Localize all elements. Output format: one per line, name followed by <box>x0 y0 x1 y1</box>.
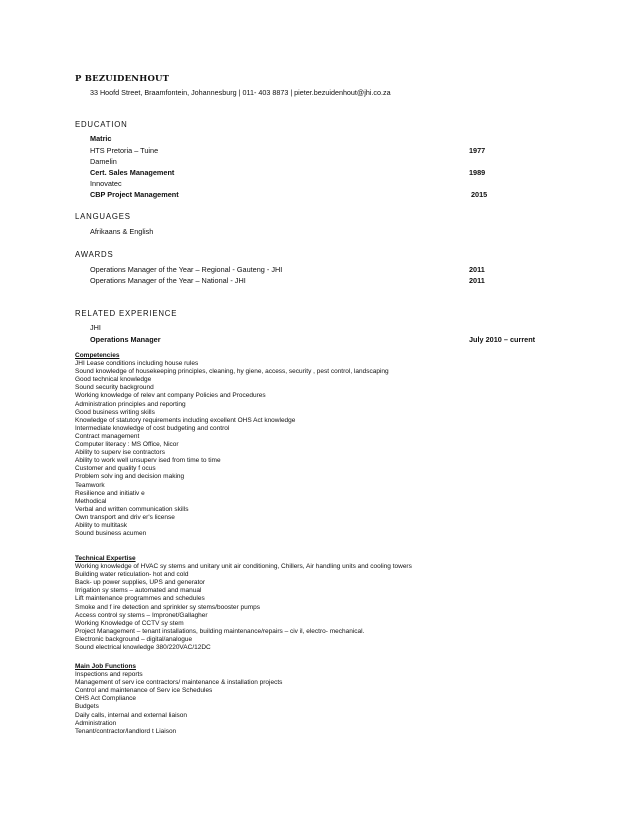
education-year: 1989 <box>469 168 486 177</box>
list-item: Intermediate knowledge of cost budgeting and control <box>75 424 230 432</box>
list-item: Control and maintenance of Serv ice Schedules <box>75 687 213 695</box>
experience-company: JHI <box>90 323 101 332</box>
list-item: Tenant/contractor/landlord t Liaison <box>75 727 177 735</box>
list-item: Teamwork <box>75 481 105 489</box>
languages-value: Afrikaans & English <box>90 227 154 236</box>
education-row: Cert. Sales Management <box>90 168 175 177</box>
list-item: Administration <box>75 719 117 727</box>
list-item: Good business writing skills <box>75 408 155 416</box>
list-item: Access control sy stems – Impronet/Gallagher <box>75 611 208 619</box>
list-item: Building water reticulation- hot and cold <box>75 571 189 579</box>
education-row: Matric <box>90 134 112 143</box>
list-item: OHS Act Compliance <box>75 695 137 703</box>
experience-heading: RELATED EXPERIENCE <box>75 309 178 318</box>
list-item: Verbal and written communication skills <box>75 505 189 513</box>
education-row: Innovatec <box>90 179 122 188</box>
award-year: 2011 <box>469 276 485 285</box>
experience-period: July 2010 – current <box>469 335 536 344</box>
education-heading: EDUCATION <box>75 120 128 129</box>
education-row: CBP Project Management <box>90 190 179 199</box>
list-item: Working knowledge of HVAC sy stems and unitary unit air conditioning, Chillers, Air handling units and cooling towers <box>75 563 412 571</box>
list-item: Smoke and f ire detection and sprinkler sy stems/booster pumps <box>75 603 260 611</box>
award-year: 2011 <box>469 265 485 274</box>
list-item: Sound security background <box>75 384 154 392</box>
list-item: Good technical knowledge <box>75 376 152 384</box>
languages-heading: LANGUAGES <box>75 212 131 221</box>
functions-section <box>75 663 282 736</box>
list-item: Customer and quality f ocus <box>75 465 156 473</box>
list-item: Daily calls, internal and external liaison <box>75 711 188 719</box>
awards-heading: AWARDS <box>75 250 114 259</box>
contact-line: 33 Hoofd Street, Braamfontein, Johannesburg | 011- 403 8873 | pieter.bezuidenhout@jhi.co.za <box>90 88 391 97</box>
list-item: Knowledge of statutory requirements including excellent OHS Act knowledge <box>75 416 296 424</box>
list-item: Sound knowledge of housekeeping principles, cleaning, hy giene, access, security , pest control, landscaping <box>75 368 389 376</box>
functions-heading: Main Job Functions <box>75 663 137 670</box>
list-item: JHI Lease conditions including house rules <box>75 360 199 368</box>
list-item: Ability to work well unsuperv ised from time to time <box>75 457 221 465</box>
list-item: Back- up power supplies, UPS and generator <box>75 579 206 587</box>
list-item: Resilience and initiativ e <box>75 489 145 497</box>
list-item: Management of serv ice contractors/ maintenance & installation projects <box>75 679 283 687</box>
list-item: Ability to superv ise contractors <box>75 449 165 457</box>
list-item: Inspections and reports <box>75 671 143 679</box>
competencies-section <box>75 352 389 538</box>
list-item: Problem solv ing and decision making <box>75 473 185 481</box>
list-item: Sound business acumen <box>75 530 147 538</box>
list-item: Lift maintenance programmes and schedules <box>75 595 205 603</box>
list-item: Sound electrical knowledge 380/220VAC/12DC <box>75 644 211 652</box>
education-row: Damelin <box>90 157 117 166</box>
list-item: Project Management – tenant installations, building maintenance/repairs – civ il, electro- mechanical. <box>75 627 365 635</box>
list-item: Administration principles and reporting <box>75 400 186 408</box>
education-year: 1977 <box>469 146 486 155</box>
list-item: Contract management <box>75 432 140 440</box>
technical-section <box>75 555 412 652</box>
competencies-heading: Competencies <box>75 352 120 359</box>
list-item: Working knowledge of relev ant company Policies and Procedures <box>75 392 266 400</box>
list-item: Working Knowledge of CCTV sy stem <box>75 619 184 627</box>
list-item: Electronic background – digital/analogue <box>75 635 193 643</box>
list-item: Budgets <box>75 703 99 711</box>
education-row: HTS Pretoria – Tuine <box>90 146 159 155</box>
award-row: Operations Manager of the Year – Regional - Gauteng - JHI <box>90 265 283 274</box>
list-item: Own transport and driv er's license <box>75 513 175 521</box>
list-item: Computer literacy : MS Office, Nicor <box>75 441 179 449</box>
education-year: 2015 <box>471 190 488 199</box>
technical-heading: Technical Expertise <box>75 555 136 562</box>
list-item: Irrigation sy stems – automated and manual <box>75 587 202 595</box>
list-item: Ability to multitask <box>75 521 128 529</box>
candidate-name: P BEZUIDENHOUT <box>75 74 170 84</box>
award-row: Operations Manager of the Year – National - JHI <box>90 276 246 285</box>
list-item: Methodical <box>75 497 107 505</box>
experience-role: Operations Manager <box>90 335 161 344</box>
